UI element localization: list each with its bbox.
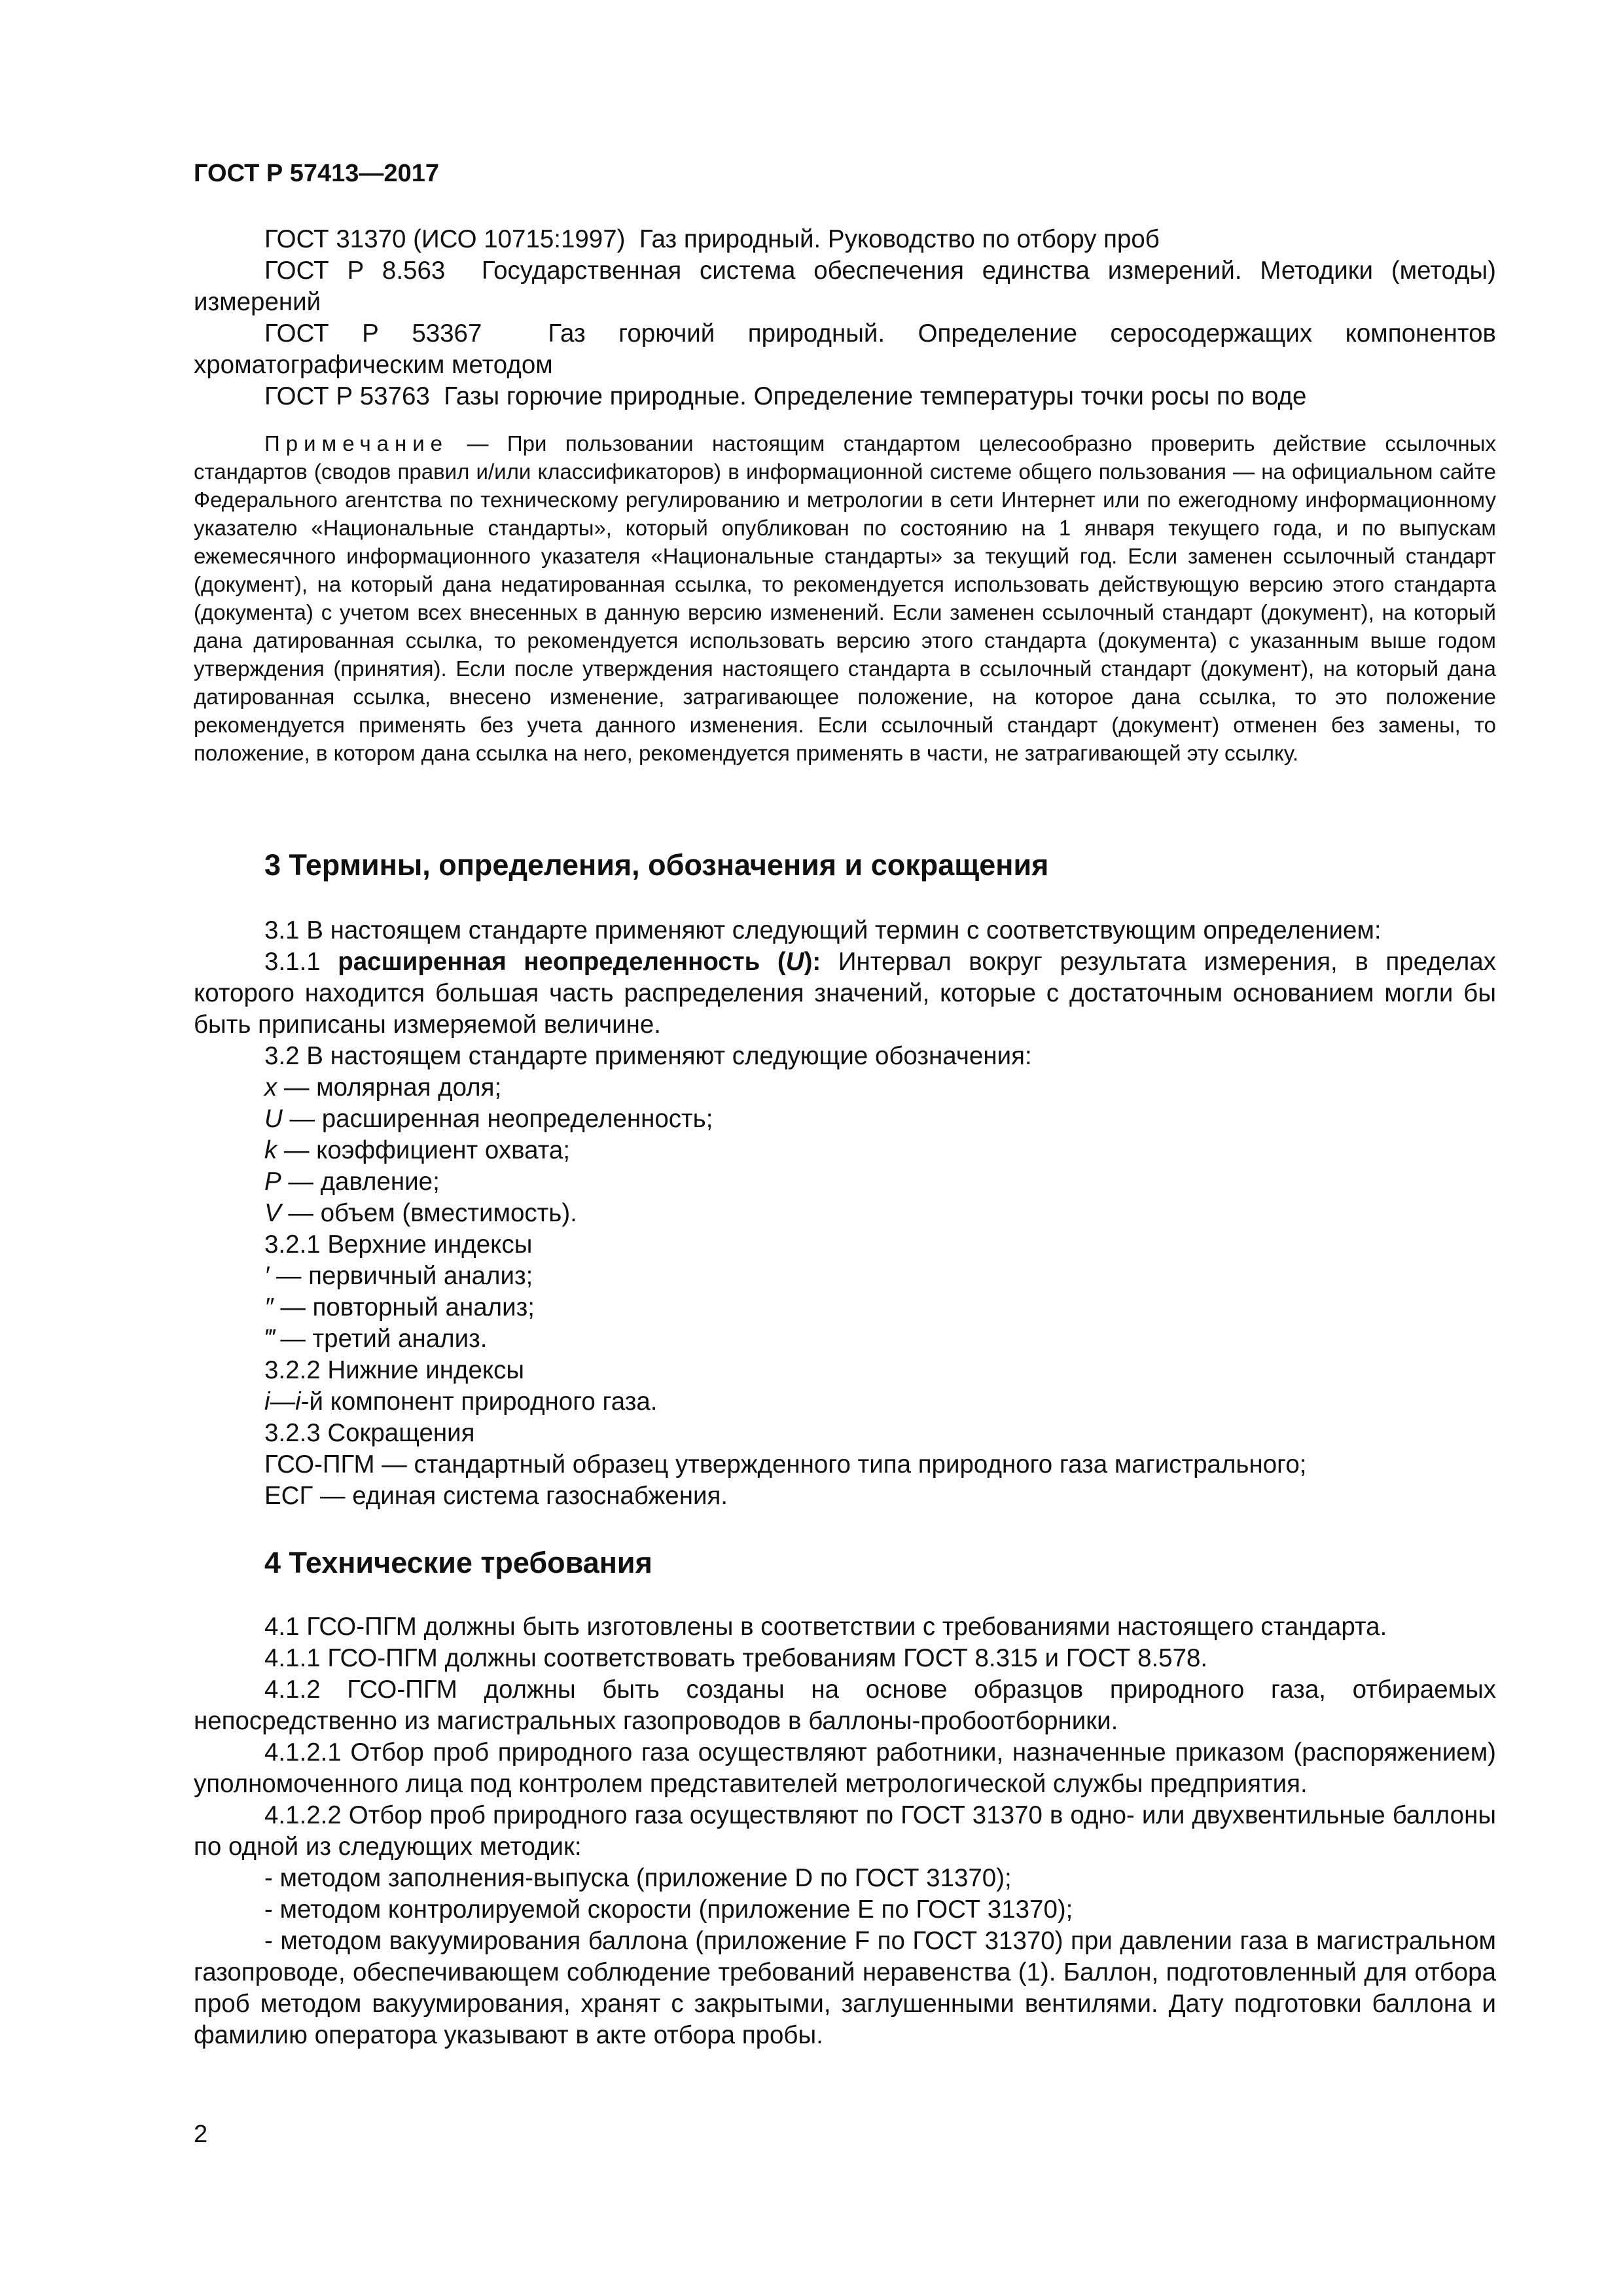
reference-code: ГОСТ Р 53367 [264, 319, 482, 348]
clause-4-1-2: 4.1.2 ГСО-ПГМ должны быть созданы на основе образцов природного газа, отбираемых непосредственно из магистральных газопроводов в баллоны-пробоотборники. [194, 1676, 1496, 1735]
references-list [194, 224, 1496, 412]
reference-item [194, 318, 1496, 381]
section-3-heading: 3 Термины, определения, обозначения и сокращения [264, 848, 1049, 882]
abbreviation-item: ГСО-ПГМ — стандартный образец утвержденного типа природного газа магистрального; [264, 1450, 1307, 1479]
symbol-desc: — расширенная неопределенность; [282, 1105, 713, 1133]
subscript-symbol: i [264, 1388, 270, 1416]
reference-title: Газ природный. Руководство по отбору проб [639, 225, 1160, 253]
reference-title: Газ горючий природный. Определение серосодержащих компонентов хроматографическим методом [194, 319, 1496, 379]
symbol: k [264, 1136, 277, 1164]
note-text: — При пользовании настоящим стандартом целесообразно проверить действие ссылочных стандартов (сводов правил и/или классификаторов) в информационной системе общего пользования — на официальном сайте Федерального агентства по техническому регулированию и метрологии в сети Интернет или по ежегодному информационному указателю «Национальные стандарты», который опубликован по состоянию на 1 января текущего года, и по выпускам ежемесячного информационного указателя «Национальные стандарты» за текущий год. Если заменен ссылочный стандарт (документ), на который дана недатированная ссылка, то рекомендуется использовать действующую версию этого стандарта (документа) с учетом всех внесенных в данную версию изменений. Если заменен ссылочный стандарт (документ), на который дана датированная ссылка, то рекомендуется использовать версию этого стандарта (документа) с указанным выше годом утверждения (принятия). Если после утверждения настоящего стандарта в ссылочный стандарт (документ), на который дана датированная ссылка, внесено изменение, затрагивающее положение, на которое дана ссылка, то это положение рекомендуется применять без учета данного изменения. Если ссылочный стандарт (документ) отменен без замены, то положение, в котором дана ссылка на него, рекомендуется применять в части, не затрагивающей эту ссылку. [194, 431, 1496, 765]
symbol: x [264, 1073, 277, 1102]
section-4-heading: 4 Технические требования [264, 1546, 652, 1579]
section-3-heading-wrap [194, 848, 1496, 882]
method-list-item: - методом заполнения-выпуска (приложение D по ГОСТ 31370); [264, 1864, 1012, 1892]
document-code-header: ГОСТ Р 57413—2017 [194, 160, 439, 187]
symbol-item [194, 1072, 1496, 1103]
reference-title: Государственная система обеспечения единства измерений. Методики (методы) измерений [194, 257, 1496, 316]
reference-item [194, 381, 1496, 412]
method-list-item: - методом вакуумирования баллона (приложение F по ГОСТ 31370) при давлении газа в магистральном газопроводе, обеспечивающем соблюдение требований неравенства (1). Баллон, подготовленный для отбора проб методом вакуумирования, хранят с закрытыми, заглушенными вентилями. Дату подготовки баллона и фамилию оператора указывают в акте отбора пробы. [194, 1927, 1496, 2049]
subscript-dash: — [270, 1388, 296, 1416]
reference-code: ГОСТ Р 8.563 [264, 257, 446, 285]
symbol-item [194, 1135, 1496, 1166]
clause-4-1-2-2: 4.1.2.2 Отбор проб природного газа осуществляют по ГОСТ 31370 в одно- или двухвентильные баллоны по одной из следующих методик: [194, 1801, 1496, 1861]
section-4-heading-wrap [194, 1546, 1496, 1580]
term-name [338, 948, 821, 976]
symbol: U [264, 1105, 283, 1133]
reference-item [194, 255, 1496, 318]
symbol-desc: — молярная доля; [277, 1073, 502, 1102]
term-text-end: ): [804, 948, 821, 976]
note-paragraph [194, 429, 1496, 767]
reference-code: ГОСТ 31370 (ИСО 10715:1997) [264, 225, 626, 253]
symbol-item [194, 1103, 1496, 1135]
term-definition: Интервал вокруг результата измерения, в пределах которого находится большая часть распределения значений, которые с достаточным основанием могли бы быть приписаны измеряемой величине. [194, 948, 1496, 1039]
superscript-item [194, 1292, 1496, 1323]
section-4-body [194, 1611, 1496, 2051]
clause-4-1: 4.1 ГСО-ПГМ должны быть изготовлены в соответствии с требованиями настоящего стандарта. [264, 1613, 1387, 1641]
symbol-item [194, 1166, 1496, 1198]
abbreviation-item: ЕСГ — единая система газоснабжения. [264, 1482, 728, 1510]
superscript-desc: — повторный анализ; [273, 1293, 535, 1321]
symbol-desc: — давление; [281, 1168, 440, 1196]
superscript-desc: — первичный анализ; [269, 1262, 533, 1290]
superscript-item [194, 1323, 1496, 1355]
clause-3-2-1: 3.2.1 Верхние индексы [264, 1230, 533, 1259]
reference-title: Газы горючие природные. Определение температуры точки росы по воде [444, 382, 1307, 410]
reference-code: ГОСТ Р 53763 [264, 382, 430, 410]
superscript-item [194, 1261, 1496, 1292]
symbol: V [264, 1199, 281, 1227]
subscript-desc: -й компонент природного газа. [300, 1388, 658, 1416]
page-number: 2 [194, 2121, 208, 2148]
section-3-body [194, 915, 1496, 1512]
clause-4-1-2-1: 4.1.2.1 Отбор проб природного газа осуществляют работники, назначенные приказом (распоряжением) уполномоченного лица под контролем представителей метрологической службы предприятия. [194, 1738, 1496, 1798]
clause-3-2-3: 3.2.3 Сокращения [264, 1419, 475, 1447]
method-list-item: - методом контролируемой скорости (приложение E по ГОСТ 31370); [264, 1895, 1073, 1924]
note-label: Примечание [264, 431, 449, 456]
superscript-symbol: ′ [264, 1262, 270, 1290]
clause-3-2-2: 3.2.2 Нижние индексы [264, 1356, 525, 1384]
clause-3-2: 3.2 В настоящем стандарте применяют следующие обозначения: [264, 1042, 1032, 1070]
subscript-item [194, 1386, 1496, 1418]
superscript-desc: — третий анализ. [273, 1325, 488, 1353]
clause-3-1: 3.1 В настоящем стандарте применяют следующий термин с соответствующим определением: [264, 916, 1382, 944]
reference-item [194, 224, 1496, 255]
symbol-desc: — объем (вместимость). [281, 1199, 577, 1227]
clause-4-1-1: 4.1.1 ГСО-ПГМ должны соответствовать требованиям ГОСТ 8.315 и ГОСТ 8.578. [264, 1644, 1208, 1672]
term-text: расширенная неопределенность ( [338, 948, 786, 976]
clause-3-1-1 [194, 946, 1496, 1041]
superscript-symbol: ″ [264, 1293, 274, 1321]
symbol-item [194, 1198, 1496, 1229]
clause-number: 3.1.1 [264, 948, 338, 976]
subscript-symbol-2: i [295, 1388, 301, 1416]
note-block [194, 429, 1496, 767]
symbol: P [264, 1168, 281, 1196]
term-symbol: U [785, 948, 804, 976]
symbol-desc: — коэффициент охвата; [277, 1136, 571, 1164]
superscript-symbol: ‴ [264, 1325, 274, 1353]
